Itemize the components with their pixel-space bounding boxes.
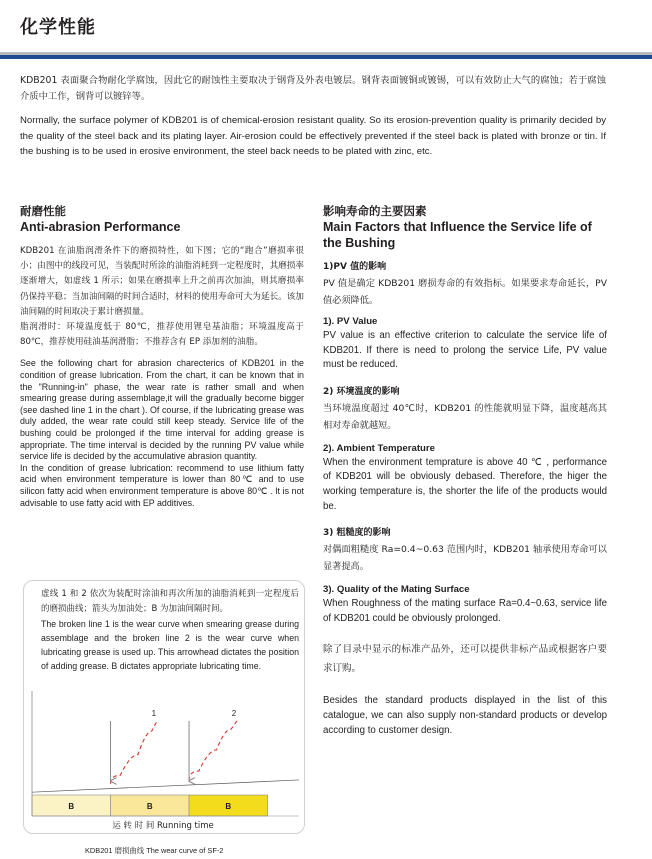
custom-products-cn: 除了目录中显示的标准产品外，还可以提供非标产品或根据客户要求订购。 bbox=[323, 644, 607, 675]
pv-text-cn: PV 值是确定 KDB201 磨损寿命的有效指标。如果要求寿命延长，PV 值必须降低。 bbox=[323, 278, 607, 306]
temp-text-en: When the environment temprature is above 40 ℃ , performance of KDB201 will be obviously debased. Therefore, the higer the working temperature is, the shorter the life of the products would be. bbox=[323, 456, 607, 512]
chart-caption: KDB201 磨损曲线 The wear curve of SF-2 bbox=[85, 846, 224, 855]
interval-label-1: B bbox=[68, 802, 75, 811]
wear-curve-2 bbox=[189, 720, 238, 781]
wear-curve-label-2: 2 bbox=[231, 708, 237, 718]
abrasion-text-cn-2: 脂润滑时：环境温度低于 80℃，推荐使用锂皂基油脂；环境温度高于 80℃，推荐使用硅油基润滑脂；不推荐含有 EP 添加剂的油脂。 bbox=[20, 322, 304, 348]
custom-products-en: Besides the standard products displayed in the list of this catalogue, we can also supply non-standard products or develop according to customer design. bbox=[323, 695, 607, 736]
intro-text-cn: KDB201 表面聚合物耐化学腐蚀，因此它的耐蚀性主要取决于钢背及外表电镀层。钢背表面镀铜或镀锡，可以有效防止大气的腐蚀；若于腐蚀介质中工作，钢背可以镀锌等。 bbox=[20, 75, 606, 102]
roughness-title-en: 3). Quality of the Mating Surface bbox=[323, 584, 470, 596]
service-life-section bbox=[323, 204, 607, 738]
chart-description-en: The broken line 1 is the wear curve when smearing grease during assemblage and the broken line 2 is the wear curve when lubricating grease is used up. This arrowhead dictates the position of adding grease. B dictates appropriate lubricating time. bbox=[41, 619, 299, 671]
abrasion-text-cn: KDB201 在油脂润滑条件下的磨损特性，如下图；它的“跑合”磨损率很小；由图中的线段可见，当装配时所涂的油脂消耗到一定程度时，其磨损率逐渐增大，如虚线 1 所示；如果在磨损率上升之前再次加油，则其磨损率仍保持平稳；当加油间隔的时间合适时，材料的使用寿命可大为延长。该加油间隔的时间取决于累计磨损量。 bbox=[20, 246, 304, 317]
abrasion-heading-cn: 耐磨性能 bbox=[20, 204, 66, 218]
abrasion-section bbox=[20, 204, 304, 509]
roughness-title-cn: 3) 粗糙度的影响 bbox=[323, 528, 391, 539]
wear-curve-label-1: 1 bbox=[151, 708, 157, 718]
wear-curve-chart bbox=[24, 581, 306, 835]
temp-text-cn: 当环境温度超过 40℃时，KDB201 的性能就明显下降，温度越高其相对寿命就越短。 bbox=[323, 402, 607, 431]
wear-curve-1 bbox=[111, 720, 158, 784]
running-in-wear-line bbox=[32, 780, 299, 792]
chart-description-cn: 虚线 1 和 2 依次为装配时涂油和再次所加的油脂消耗到一定程度后的磨损曲线；箭头为加油处；B 为加油间隔时间。 bbox=[41, 589, 299, 614]
pv-text-en: PV value is an effective criterion to calculate the service life of KDB201. If there is need to prolong the service Life, PV value must be reduced. bbox=[323, 330, 607, 371]
temp-title-en: 2). Ambient Temperature bbox=[323, 442, 435, 454]
service-life-heading-cn: 影响寿命的主要因素 bbox=[323, 204, 427, 218]
pv-title-en: 1). PV Value bbox=[323, 316, 378, 327]
service-life-heading-en: Main Factors that Influence the Service life of the Bushing bbox=[323, 220, 592, 250]
abrasion-text-en: See the following chart for abrasion charecterics of KDB201 in the condition of grease lubrication. From the chart, it can be known that in the "Running-in" phase, the wear rate is rather small and when smearing grease during assemblage,it will the gradually become bigger (see dashed line 1 in the chart ). Of course, if the lubricating grease was duly added, the wear rate could still keep steady. Service life of the bushing could be prolonged if the time interval for adding grease is appropriate. The time interval is decided by the running PV value while service life is decided by the accumulative abrasion quantity. bbox=[20, 358, 304, 462]
interval-label-3: B bbox=[225, 802, 232, 811]
header-accent-bar bbox=[0, 55, 652, 59]
temp-title-cn: 2) 环境温度的影响 bbox=[323, 386, 400, 397]
interval-label-2: B bbox=[146, 802, 153, 811]
abrasion-heading-en: Anti-abrasion Performance bbox=[20, 220, 181, 234]
intro-text-en: Normally, the surface polymer of KDB201 is of chemical-erosion resistant quality. So its erosion-prevention quality is primarily decided by the quality of the steel back and its plating layer. Air-erosion could be effectively prevented if the steel back is plated with bronze or tin. If the bushing is to be used in erosive environment, the steel back needs to be plated with zinc, etc. bbox=[20, 115, 606, 158]
roughness-text-en: When Roughness of the mating surface Ra=0.4~0.63, service life of KDB201 could be obviously prolonged. bbox=[323, 598, 607, 624]
roughness-text-cn: 对偶面粗糙度 Ra=0.4~0.63 范围内时，KDB201 轴承使用寿命可以显著提高。 bbox=[323, 544, 607, 573]
pv-title-cn: 1)PV 值的影响 bbox=[323, 262, 387, 272]
wear-chart-box bbox=[23, 580, 305, 834]
abrasion-text-en-2: In the condition of grease lubrication: recommend to use lithium fatty acid when environment temperature is lower than 80℃ and to use silicon fatty acid when environment temperature is above 80℃ . It is not advisable to use fatty acid with EP additives. bbox=[20, 462, 304, 508]
page-title: 化学性能 bbox=[20, 17, 96, 38]
x-axis-label: 运 转 时 间 Running time bbox=[112, 821, 214, 831]
